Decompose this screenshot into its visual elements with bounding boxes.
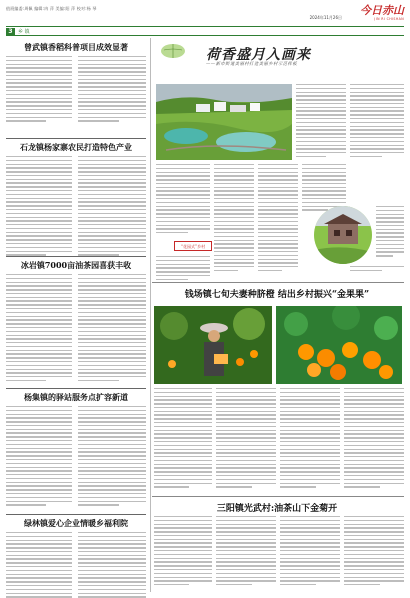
feature-body xyxy=(258,164,298,274)
left-column xyxy=(6,38,146,592)
feature-body xyxy=(156,164,210,236)
article-headline: 杨集镇的驿站服务点扩容新道 xyxy=(24,392,128,402)
article-body xyxy=(280,388,340,490)
article-headline: 绿林镇爱心企业情暖乡福利院 xyxy=(24,518,128,528)
issue-date: 2024年11月26日 xyxy=(309,15,342,20)
article-body xyxy=(6,156,72,258)
article-body xyxy=(154,516,212,588)
feature-title: 荷香盛月入画来 xyxy=(206,47,311,63)
village-house-photo xyxy=(314,206,372,264)
lotus-leaf-icon xyxy=(160,40,186,60)
farmer-photo xyxy=(154,306,272,384)
masthead xyxy=(344,4,404,26)
article-body xyxy=(6,56,72,124)
article-body xyxy=(78,406,146,508)
article-body xyxy=(78,532,146,598)
article-body xyxy=(78,56,146,124)
article-body xyxy=(78,156,146,258)
divider xyxy=(152,496,404,497)
bottom-headline: 三阳镇光武村:油茶山下金菊开 xyxy=(216,504,338,514)
page-number: 3 xyxy=(6,28,15,35)
feature-body xyxy=(350,84,404,160)
divider xyxy=(6,138,146,139)
divider xyxy=(6,256,146,257)
feature-subtitle: ——新市街道美丽村打造美丽乡村示范样板 xyxy=(206,62,298,67)
divider xyxy=(152,282,404,283)
article-body xyxy=(6,274,72,384)
article-body xyxy=(78,274,146,384)
feature-body xyxy=(296,84,346,160)
editor-credits: 值班编委:周佩 编辑:冉 萍 美编:阳 萍 校对:杨 琴 xyxy=(6,6,97,11)
column-separator xyxy=(150,38,151,592)
feature-body xyxy=(350,266,404,274)
oranges-photo xyxy=(276,306,402,384)
masthead-pinyin: JIN RI CHISHAN xyxy=(374,17,404,21)
article-body xyxy=(6,406,72,508)
page-header xyxy=(6,4,404,26)
village-aerial-photo xyxy=(156,84,292,160)
divider xyxy=(6,388,146,389)
article-body xyxy=(216,516,276,588)
article-body xyxy=(216,388,276,490)
page-bar xyxy=(6,26,404,36)
article-body xyxy=(6,532,72,598)
feature-badge: “花园式”乡村 xyxy=(174,241,212,251)
article-headline: 冰岩镇7000亩油茶园喜获丰收 xyxy=(20,260,132,270)
feature-body xyxy=(156,256,210,282)
section-label: 乡 镇 xyxy=(18,29,30,35)
feature-body xyxy=(214,164,254,274)
article-body xyxy=(344,388,404,490)
article-body xyxy=(280,516,340,588)
middle-headline: 钱场镇七旬夫妻种脐橙 结出乡村振兴“金果果” xyxy=(184,290,370,300)
article-headline: 曾武镇香稻科普项目成效显著 xyxy=(24,42,128,52)
article-body xyxy=(154,388,212,490)
divider xyxy=(6,514,146,515)
article-headline: 石龙镇杨家寨农民打造特色产业 xyxy=(20,142,132,152)
feature-body xyxy=(376,206,404,259)
masthead-logo: 今日赤山 xyxy=(360,4,404,17)
article-body xyxy=(344,516,404,588)
